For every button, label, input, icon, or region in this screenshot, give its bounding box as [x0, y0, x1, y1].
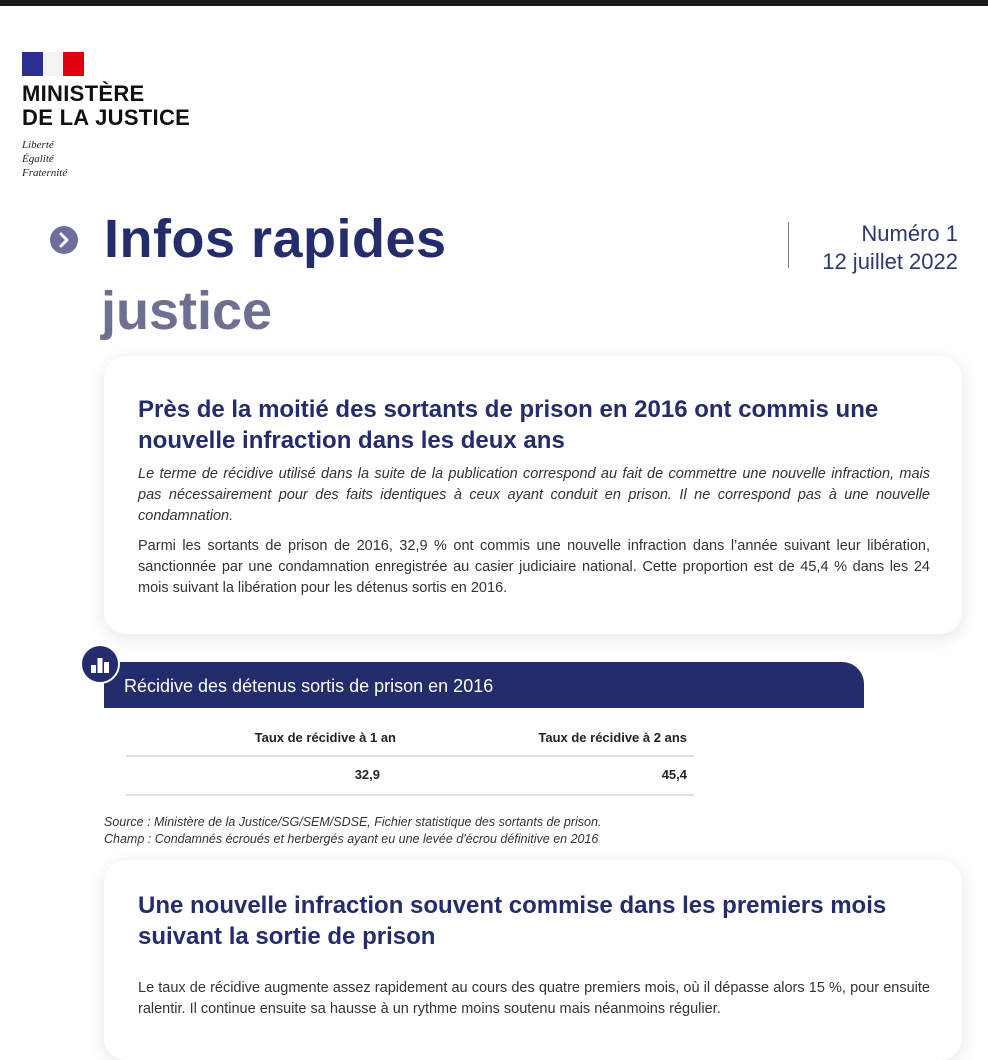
table-title: Récidive des détenus sortis de prison en 2016 — [124, 676, 494, 696]
ministry-name — [22, 82, 190, 130]
ministry-name-line1: MINISTÈRE — [22, 81, 145, 106]
column-header-2-years: Taux de récidive à 2 ans — [538, 730, 687, 745]
publication-subtitle: justice — [101, 281, 273, 341]
ministry-name-line2: DE LA JUSTICE — [22, 105, 191, 130]
table-source-note — [104, 814, 601, 848]
section2-paragraph: Le taux de récidive augmente assez rapidement au cours des quatre premiers mois, où il dépasse alors 15 %, pour ensuite ralentir. Il continue ensuite sa hausse à un rythme moins soutenu mais néanmoins régulier. — [138, 980, 930, 1017]
motto-liberte: Liberté — [22, 139, 54, 151]
bar-chart-icon — [80, 644, 120, 684]
second-section-card — [104, 860, 962, 1060]
table-cell-2-years: 45,4 — [661, 767, 687, 782]
issue-info — [822, 220, 958, 276]
table-title-band — [104, 662, 864, 708]
source-line: Source : Ministère de la Justice/SG/SEM/SDSE, Fichier statistique des sortants de prison. — [104, 815, 602, 829]
table-cell-1-year: 32,9 — [354, 767, 380, 782]
summary-card — [104, 356, 962, 634]
header-divider — [788, 222, 789, 268]
publication-title: Infos rapides — [104, 209, 447, 269]
table-bottom-divider — [126, 794, 694, 796]
column-header-1-year: Taux de récidive à 1 an — [254, 730, 396, 745]
republique-francaise-flag-logo — [22, 52, 84, 76]
table-header-divider — [126, 755, 694, 757]
motto-fraternite: Fraternité — [22, 167, 68, 179]
section1-paragraph: Parmi les sortants de prison de 2016, 32,9 % ont commis une nouvelle infraction dans l’année suivant leur libération, sanctionnée par une condamnation enregistrée au casier judiciaire national. Cette proportion est de 45,4 % dans les 24 mois suivant la libération pour les détenus sortis en 2016. — [138, 538, 930, 596]
scope-line: Champ : Condamnés écroués et herbergés ayant eu une levée d'écrou définitive en 2016 — [104, 832, 599, 846]
republic-motto — [22, 138, 67, 180]
section2-heading: Une nouvelle infraction souvent commise dans les premiers mois suivant la sortie de prison — [138, 892, 887, 950]
section1-heading: Près de la moitié des sortants de prison en 2016 ont commis une nouvelle infraction dans les deux ans — [138, 396, 879, 454]
section1-intro: Le terme de récidive utilisé dans la suite de la publication correspond au fait de commettre une nouvelle infraction, mais pas nécessairement pour des faits identiques à ceux ayant conduit en prison. Il ne correspond pas à une nouvelle condamnation. — [138, 466, 930, 524]
top-border — [0, 0, 988, 6]
issue-date: 12 juillet 2022 — [822, 249, 958, 274]
motto-egalite: Égalité — [22, 153, 54, 165]
chevron-right-icon — [50, 226, 78, 254]
issue-number: Numéro 1 — [861, 221, 958, 246]
